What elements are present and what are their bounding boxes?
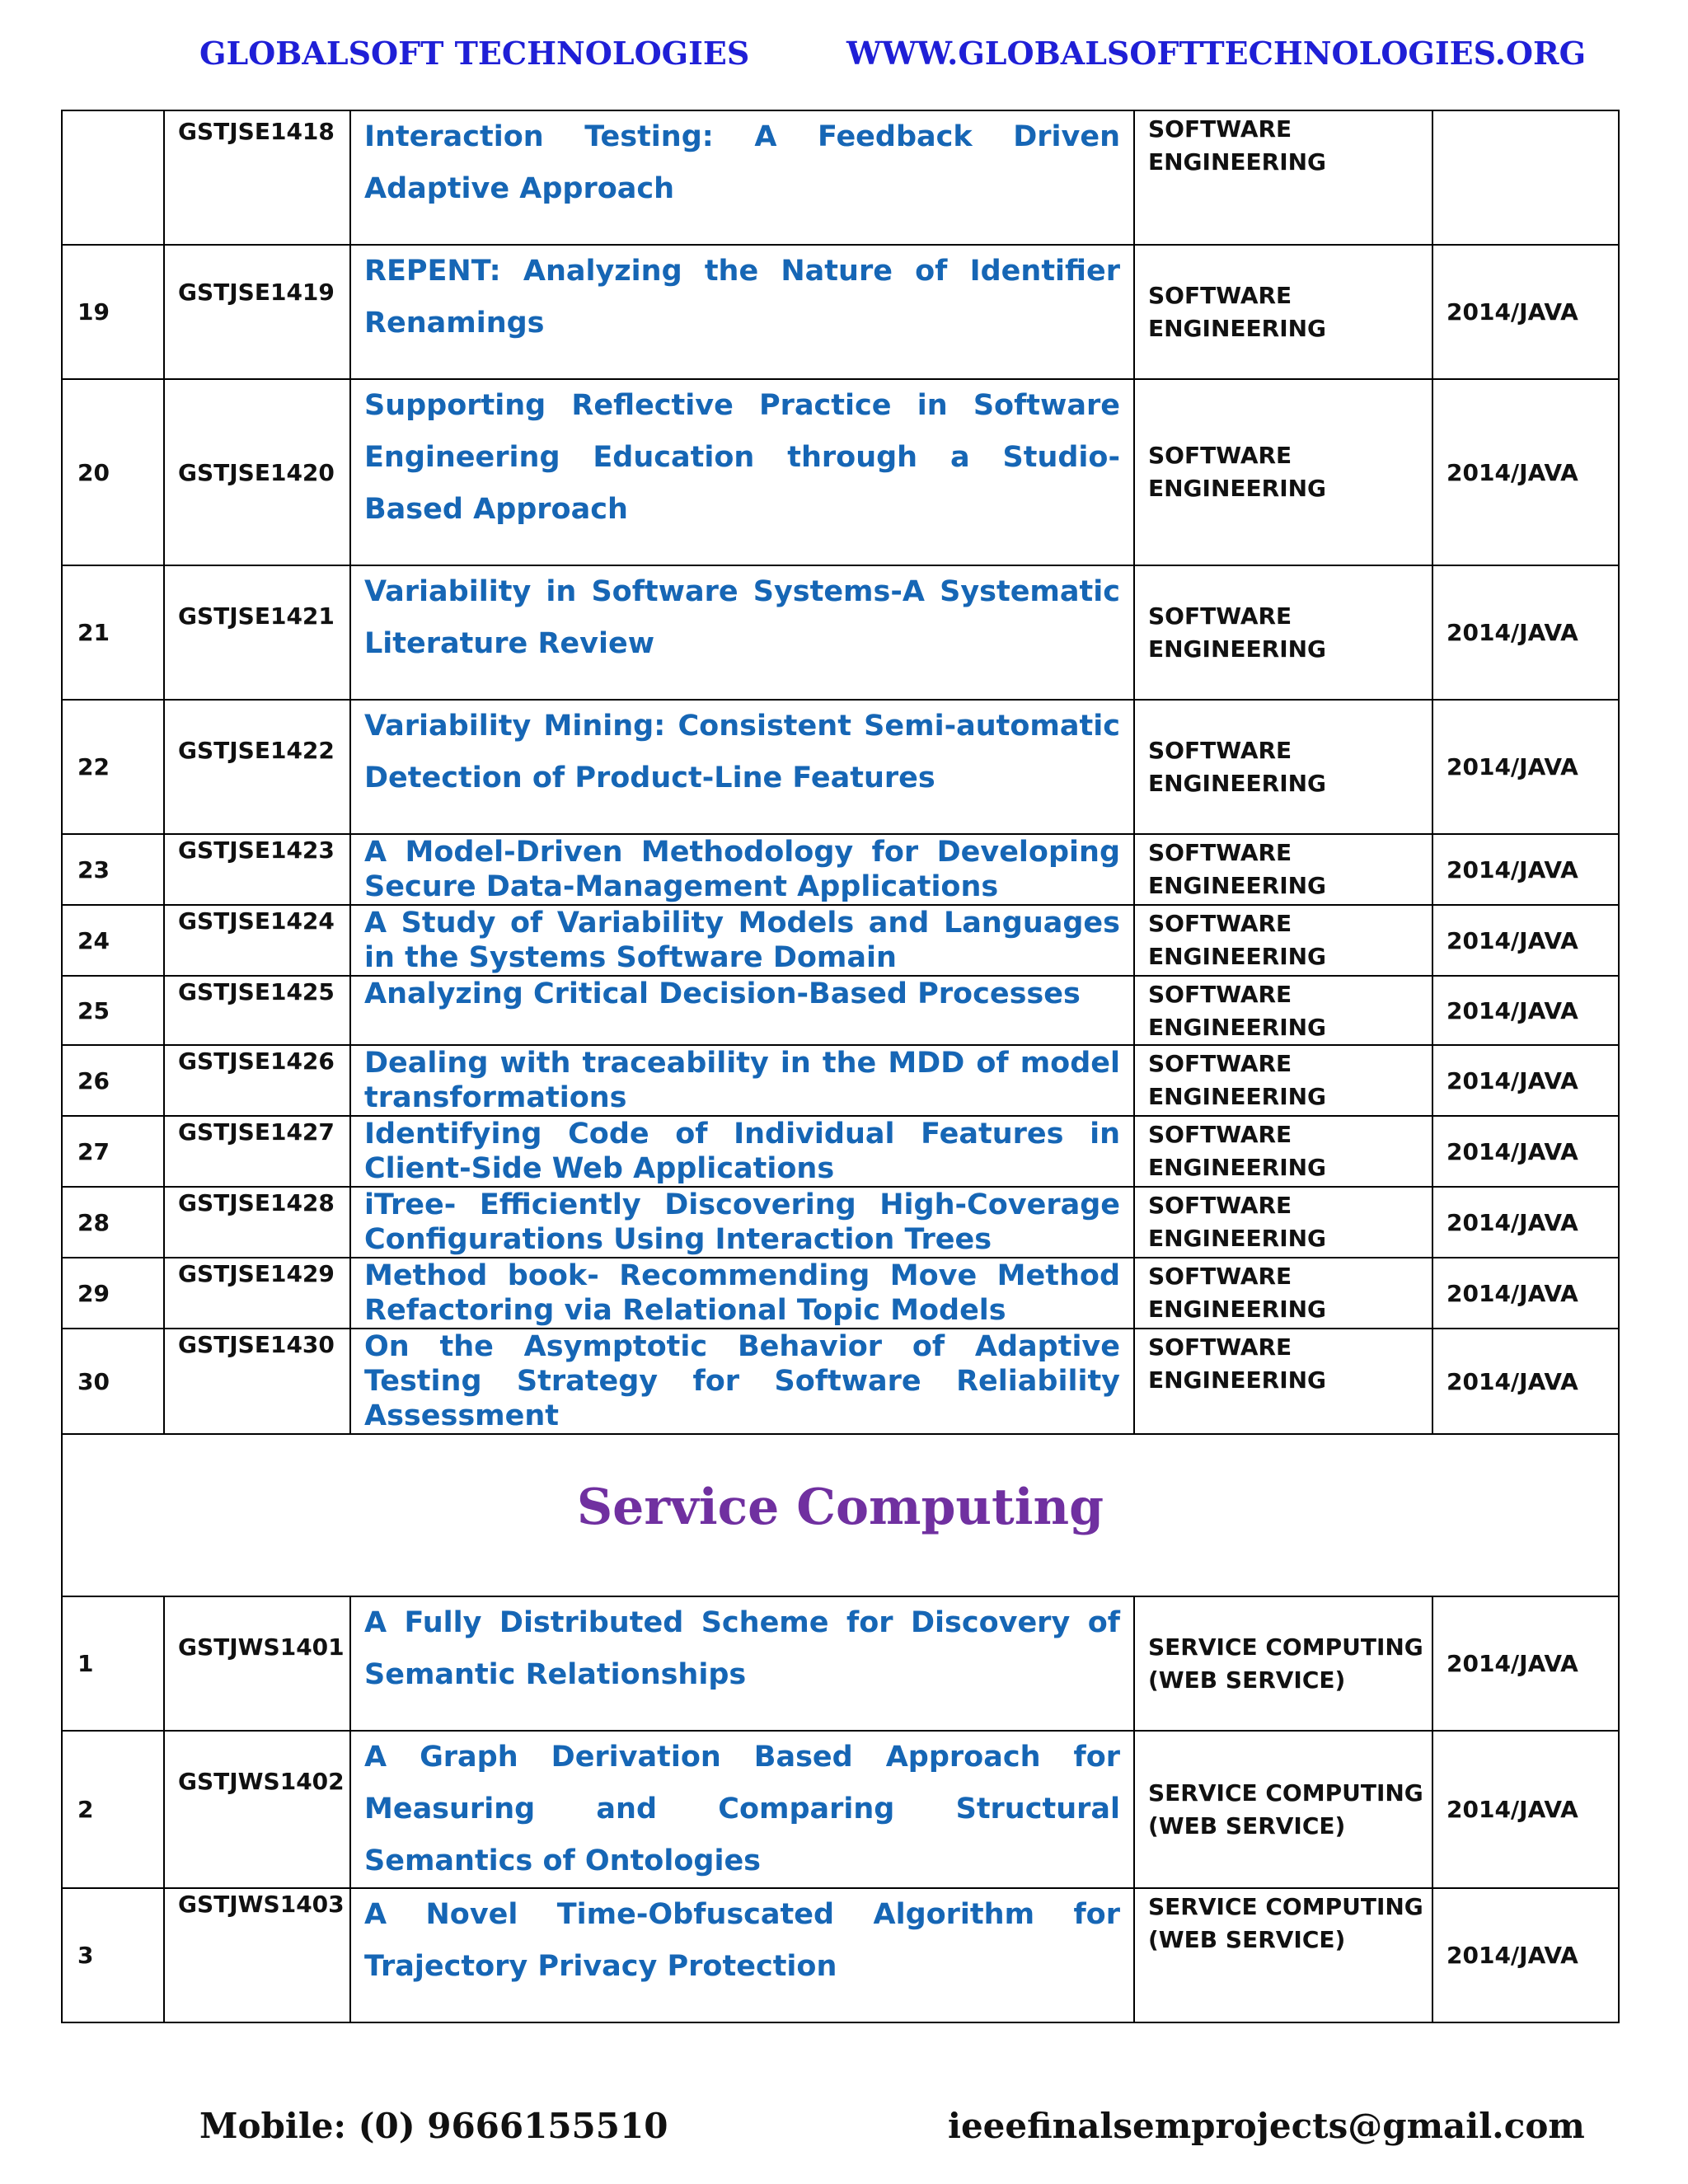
project-title[interactable]: Analyzing Critical Decision-Based Processes <box>350 976 1134 1045</box>
project-category <box>1134 1258 1432 1329</box>
row-number: 2 <box>62 1731 164 1888</box>
project-code: GSTJSE1421 <box>164 565 350 700</box>
category-line: SERVICE COMPUTING <box>1148 1633 1423 1661</box>
project-code: GSTJSE1430 <box>164 1329 350 1434</box>
project-code: GSTJWS1402 <box>164 1731 350 1888</box>
table-row <box>62 1116 1619 1187</box>
table-row <box>62 976 1619 1045</box>
project-year: 2014/JAVA <box>1432 1045 1619 1116</box>
project-code: GSTJWS1401 <box>164 1596 350 1731</box>
project-year: 2014/JAVA <box>1432 1116 1619 1187</box>
project-title[interactable]: On the Asymptotic Behavior of Adaptive Testing Strategy for Software Reliability Assessment <box>350 1329 1134 1434</box>
project-category <box>1134 1116 1432 1187</box>
row-number: 22 <box>62 700 164 834</box>
row-number: 1 <box>62 1596 164 1731</box>
category-line: ENGINEERING <box>1148 943 1327 970</box>
project-category <box>1134 1888 1432 2022</box>
project-category <box>1134 834 1432 905</box>
row-number: 19 <box>62 245 164 379</box>
category-line: SOFTWARE <box>1148 602 1292 630</box>
category-line: ENGINEERING <box>1148 314 1327 342</box>
section-row <box>62 1434 1619 1596</box>
row-number: 26 <box>62 1045 164 1116</box>
category-line: ENGINEERING <box>1148 1366 1327 1394</box>
project-code: GSTJSE1428 <box>164 1187 350 1258</box>
category-line: SERVICE COMPUTING <box>1148 1779 1423 1807</box>
category-line: SOFTWARE <box>1148 1333 1292 1361</box>
table-row <box>62 1888 1619 2022</box>
project-code: GSTJSE1423 <box>164 834 350 905</box>
project-year: 2014/JAVA <box>1432 700 1619 834</box>
project-year: 2014/JAVA <box>1432 905 1619 976</box>
table-row <box>62 1596 1619 1731</box>
project-code: GSTJSE1426 <box>164 1045 350 1116</box>
category-line: SERVICE COMPUTING <box>1148 1893 1423 1920</box>
project-title[interactable]: iTree- Efficiently Discovering High-Coverage Configurations Using Interaction Trees <box>350 1187 1134 1258</box>
category-line: (WEB SERVICE) <box>1148 1666 1346 1694</box>
table-row <box>62 834 1619 905</box>
project-category <box>1134 1187 1432 1258</box>
row-number: 23 <box>62 834 164 905</box>
project-title[interactable]: A Fully Distributed Scheme for Discovery of Semantic Relationships <box>350 1596 1134 1731</box>
project-code: GSTJSE1429 <box>164 1258 350 1329</box>
category-line: SOFTWARE <box>1148 1121 1292 1148</box>
category-line: ENGINEERING <box>1148 1296 1327 1323</box>
project-title[interactable]: Method book- Recommending Move Method Refactoring via Relational Topic Models <box>350 1258 1134 1329</box>
category-line: (WEB SERVICE) <box>1148 1926 1346 1953</box>
project-title[interactable]: Supporting Reflective Practice in Software Engineering Education through a Studio-Based Approach <box>350 379 1134 565</box>
row-number <box>62 110 164 245</box>
project-year: 2014/JAVA <box>1432 1329 1619 1434</box>
project-year: 2014/JAVA <box>1432 1258 1619 1329</box>
project-category <box>1134 1045 1432 1116</box>
table-row <box>62 565 1619 700</box>
category-line: SOFTWARE <box>1148 115 1292 143</box>
projects-table <box>61 110 1620 2023</box>
company-name: GLOBALSOFT TECHNOLOGIES <box>199 35 750 72</box>
project-year: 2014/JAVA <box>1432 1187 1619 1258</box>
project-code: GSTJSE1422 <box>164 700 350 834</box>
category-line: SOFTWARE <box>1148 1050 1292 1077</box>
project-category <box>1134 905 1432 976</box>
row-number: 24 <box>62 905 164 976</box>
table-row <box>62 1187 1619 1258</box>
row-number: 30 <box>62 1329 164 1434</box>
project-year: 2014/JAVA <box>1432 834 1619 905</box>
category-line: SOFTWARE <box>1148 736 1292 764</box>
project-category <box>1134 379 1432 565</box>
category-line: ENGINEERING <box>1148 1154 1327 1181</box>
section-title: Service Computing <box>62 1434 1619 1596</box>
project-category <box>1134 110 1432 245</box>
category-line: ENGINEERING <box>1148 148 1327 176</box>
row-number: 25 <box>62 976 164 1045</box>
project-title[interactable]: A Study of Variability Models and Languages in the Systems Software Domain <box>350 905 1134 976</box>
table-row <box>62 1731 1619 1888</box>
table-row <box>62 110 1619 245</box>
project-year: 2014/JAVA <box>1432 1888 1619 2022</box>
project-title[interactable]: A Graph Derivation Based Approach for Measuring and Comparing Structural Semantics of Ontologies <box>350 1731 1134 1888</box>
row-number: 28 <box>62 1187 164 1258</box>
category-line: ENGINEERING <box>1148 1014 1327 1041</box>
category-line: SOFTWARE <box>1148 1263 1292 1290</box>
project-title[interactable]: Variability Mining: Consistent Semi-automatic Detection of Product-Line Features <box>350 700 1134 834</box>
project-year: 2014/JAVA <box>1432 1596 1619 1731</box>
project-year: 2014/JAVA <box>1432 245 1619 379</box>
row-number: 27 <box>62 1116 164 1187</box>
row-number: 29 <box>62 1258 164 1329</box>
row-number: 20 <box>62 379 164 565</box>
project-title[interactable]: REPENT: Analyzing the Nature of Identifier Renamings <box>350 245 1134 379</box>
category-line: ENGINEERING <box>1148 635 1327 663</box>
project-code: GSTJSE1418 <box>164 110 350 245</box>
category-line: ENGINEERING <box>1148 475 1327 502</box>
website-url[interactable]: WWW.GLOBALSOFTTECHNOLOGIES.ORG <box>846 35 1587 72</box>
project-category <box>1134 1596 1432 1731</box>
project-code: GSTJSE1427 <box>164 1116 350 1187</box>
project-category <box>1134 565 1432 700</box>
category-line: ENGINEERING <box>1148 1225 1327 1252</box>
project-title[interactable]: A Novel Time-Obfuscated Algorithm for Trajectory Privacy Protection <box>350 1888 1134 2022</box>
row-number: 21 <box>62 565 164 700</box>
project-title[interactable]: Interaction Testing: A Feedback Driven Adaptive Approach <box>350 110 1134 245</box>
project-year <box>1432 110 1619 245</box>
project-category <box>1134 1731 1432 1888</box>
category-line: ENGINEERING <box>1148 1083 1327 1110</box>
category-line: SOFTWARE <box>1148 910 1292 937</box>
project-title[interactable]: Variability in Software Systems-A Systematic Literature Review <box>350 565 1134 700</box>
project-code: GSTJSE1424 <box>164 905 350 976</box>
project-year: 2014/JAVA <box>1432 976 1619 1045</box>
table-row <box>62 905 1619 976</box>
contact-email[interactable]: ieeefinalsemprojects@gmail.com <box>948 2106 1585 2146</box>
category-line: SOFTWARE <box>1148 442 1292 469</box>
category-line: SOFTWARE <box>1148 839 1292 866</box>
mobile-number: Mobile: (0) 9666155510 <box>199 2106 668 2146</box>
project-code: GSTJSE1419 <box>164 245 350 379</box>
category-line: (WEB SERVICE) <box>1148 1811 1346 1840</box>
table-row <box>62 245 1619 379</box>
table-row <box>62 1258 1619 1329</box>
project-year: 2014/JAVA <box>1432 565 1619 700</box>
project-title[interactable]: Dealing with traceability in the MDD of model transformations <box>350 1045 1134 1116</box>
project-title[interactable]: Identifying Code of Individual Features in Client-Side Web Applications <box>350 1116 1134 1187</box>
category-line: ENGINEERING <box>1148 872 1327 899</box>
category-line: ENGINEERING <box>1148 769 1327 797</box>
project-category <box>1134 1329 1432 1434</box>
project-category <box>1134 700 1432 834</box>
project-code: GSTJSE1425 <box>164 976 350 1045</box>
category-line: SOFTWARE <box>1148 981 1292 1008</box>
table-row <box>62 1045 1619 1116</box>
project-code: GSTJSE1420 <box>164 379 350 565</box>
table-row <box>62 1329 1619 1434</box>
project-code: GSTJWS1403 <box>164 1888 350 2022</box>
table-row <box>62 379 1619 565</box>
category-line: SOFTWARE <box>1148 1192 1292 1219</box>
project-year: 2014/JAVA <box>1432 1731 1619 1888</box>
project-category <box>1134 245 1432 379</box>
row-number: 3 <box>62 1888 164 2022</box>
project-title[interactable]: A Model-Driven Methodology for Developing Secure Data-Management Applications <box>350 834 1134 905</box>
category-line: SOFTWARE <box>1148 281 1292 309</box>
project-year: 2014/JAVA <box>1432 379 1619 565</box>
table-row <box>62 700 1619 834</box>
project-category <box>1134 976 1432 1045</box>
